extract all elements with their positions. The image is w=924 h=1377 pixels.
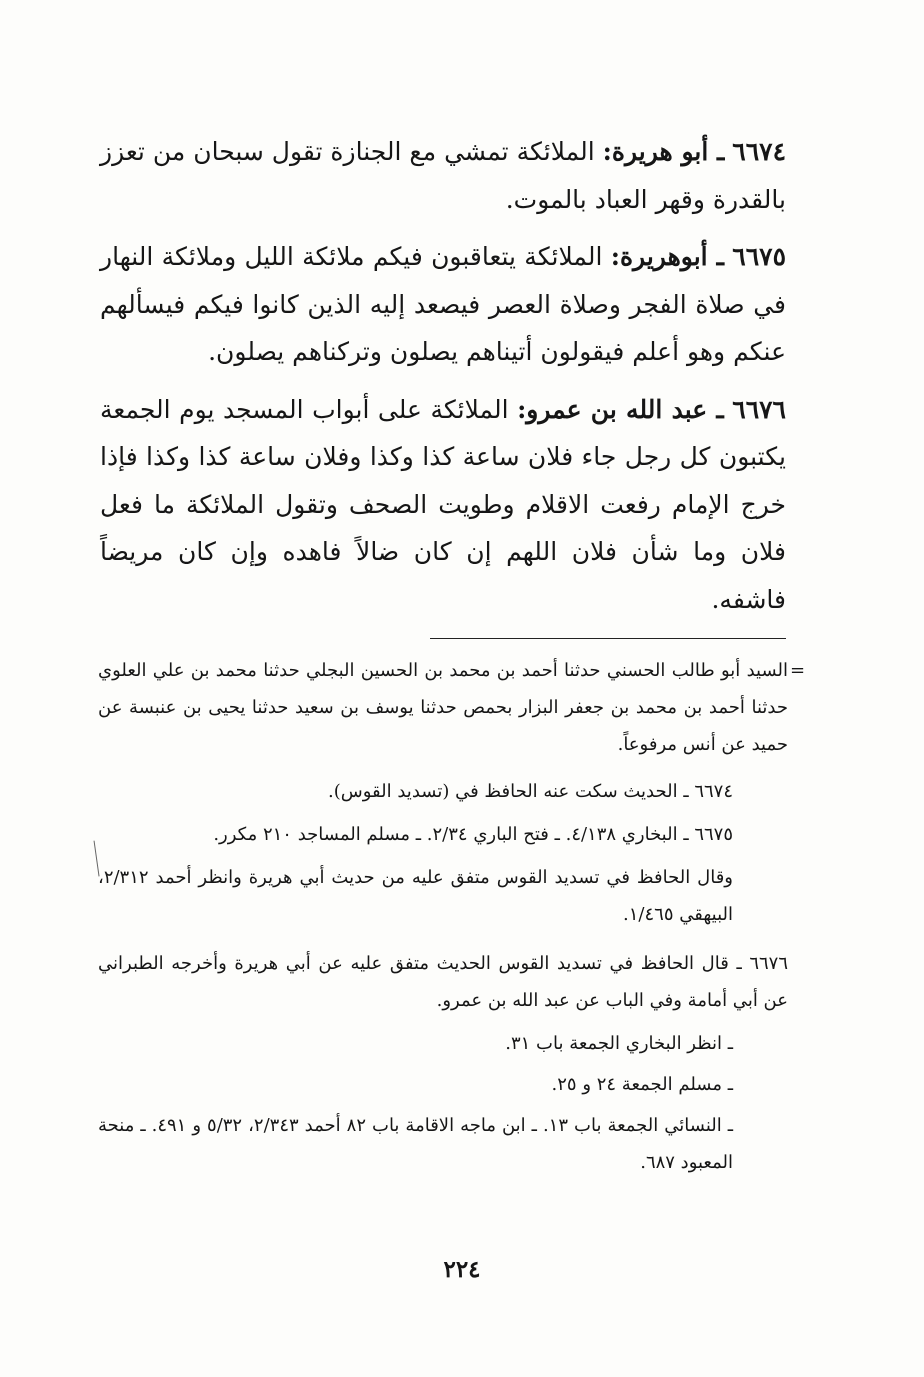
footnote-6674: ٦٦٧٤ ـ الحديث سكت عنه الحافظ في (تسديد القوس). <box>328 781 733 802</box>
hadith-number: ٦٦٧٦ <box>732 394 786 424</box>
hadith-number: ٦٦٧٥ <box>732 242 786 271</box>
hadith-text: الملائكة تمشي مع الجنازة تقول سبحان من تعزز بالقدرة وقهر العباد بالموت. <box>100 137 786 214</box>
hadith-entry: ٦٦٧٤ ـ أبو هريرة: الملائكة تمشي مع الجنازة تقول سبحان من تعزز بالقدرة وقهر العباد بالموت. <box>100 137 786 214</box>
footnotes <box>98 652 788 1185</box>
footnote-divider <box>430 638 786 639</box>
hadith-entry: ٦٦٧٦ ـ عبد الله بن عمرو: الملائكة على أبواب المسجد يوم الجمعة يكتبون كل رجل جاء فلان ساعة كذا وكذا وفلان ساعة كذا وكذا فإذا خرج الإمام رفعت الاقلام وطويت الصحف وتقول الملائكة ما فعل فلان وما شأن فلان اللهم إن كان ضالاً فاهده وإن كان مريضاً فاشفه. <box>100 394 786 614</box>
hadith-narrator: أبو هريرة: <box>602 137 709 166</box>
footnote-reference: ـ انظر البخاري الجمعة باب ٣١. <box>505 1033 733 1054</box>
hadith-entry: ٦٦٧٥ ـ أبوهريرة: الملائكة يتعاقبون فيكم ملائكة الليل وملائكة النهار في صلاة الفجر وصلاة العصر فيصعد إليه الذين كانوا فيكم فيسألهم عنكم وهو أعلم فيقولون أتيناهم يصلون وتركناهم يصلون. <box>100 242 786 366</box>
footnote-reference: ـ مسلم الجمعة ٢٤ و ٢٥. <box>551 1074 733 1095</box>
footnote-6676: ٦٦٧٦ ـ قال الحافظ في تسديد القوس الحديث متفق عليه عن أبي هريرة وأخرجه الطبراني عن أبي أمامة وفي الباب عن عبد الله بن عمرو. <box>98 953 788 1011</box>
footnote-6675: ٦٦٧٥ ـ البخاري ٤/١٣٨. ـ فتح الباري ٢/٣٤. ـ مسلم المساجد ٢١٠ مكرر. <box>213 824 733 845</box>
continuation-mark: = <box>790 660 806 681</box>
footnote-6675-detail: وقال الحافظ في تسديد القوس متفق عليه من حديث أبي هريرة وانظر أحمد ٢/٣١٢، البيهقي ١/٤٦٥. <box>98 867 733 925</box>
footnote-continuation: السيد أبو طالب الحسني حدثنا أحمد بن محمد بن الحسين البجلي حدثنا محمد بن علي العلوي حدثنا أحمد بن محمد بن جعفر البزار بحمص حدثنا يوسف بن سعيد حدثنا يحيى بن عنبسة عن حميد عن أنس مرفوعاً. <box>98 660 788 755</box>
hadith-narrator: عبد الله بن عمرو: <box>517 394 708 424</box>
hadith-text: الملائكة على أبواب المسجد يوم الجمعة يكتبون كل رجل جاء فلان ساعة كذا وكذا وفلان ساعة كذا وكذا فإذا خرج الإمام رفعت الاقلام وطويت الصحف وتقول الملائكة ما فعل فلان وما شأن فلان اللهم إن كان ضالاً فاهده وإن كان مريضاً فاشفه. <box>100 394 786 614</box>
main-text <box>100 128 786 633</box>
footnote-reference: ـ النسائي الجمعة باب ١٣. ـ ابن ماجه الاقامة باب ٨٢ أحمد ٢/٣٤٣، ٥/٣٢ و ٤٩١. ـ منحة المعبود ٦٨٧. <box>98 1115 734 1173</box>
hadith-narrator: أبوهريرة: <box>610 242 708 271</box>
page-number: ٢٢٤ <box>443 1256 481 1283</box>
hadith-number: ٦٦٧٤ <box>732 137 786 166</box>
hadith-text: الملائكة يتعاقبون فيكم ملائكة الليل وملائكة النهار في صلاة الفجر وصلاة العصر فيصعد إليه الذين كانوا فيكم فيسألهم عنكم وهو أعلم فيقولون أتيناهم يصلون وتركناهم يصلون. <box>100 242 786 366</box>
